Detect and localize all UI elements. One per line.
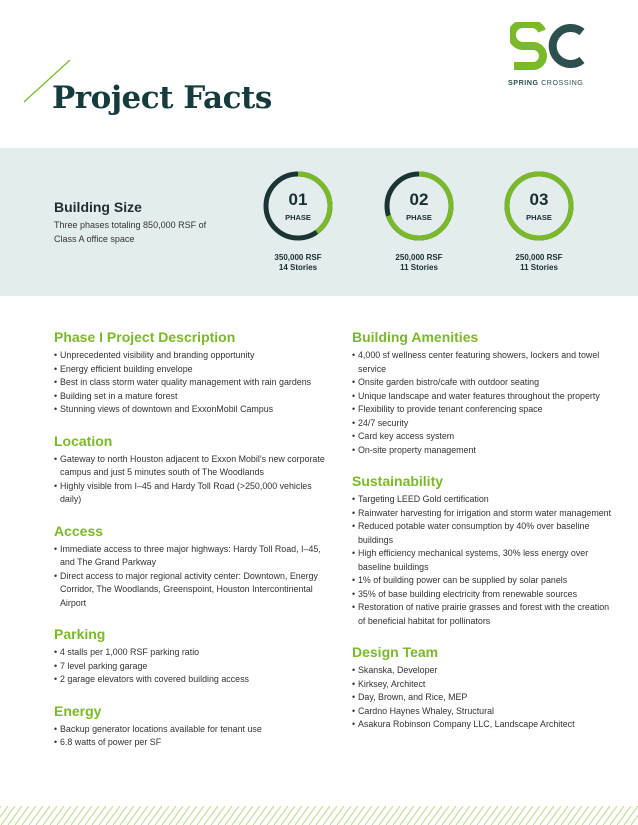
section-title: Phase I Project Description <box>54 329 236 345</box>
design-team-section <box>352 643 612 732</box>
bullet-list <box>54 453 330 507</box>
bullet-list <box>54 646 330 687</box>
bullet-list <box>352 664 612 732</box>
bullet-list <box>352 349 612 457</box>
list-item: • 6.8 watts of power per SF <box>54 736 330 750</box>
list-item: • 35% of base building electricity from renewable sources <box>352 588 612 602</box>
phase-number: 01 <box>288 190 308 209</box>
phase-card <box>359 170 479 273</box>
sustainability-section <box>352 472 612 628</box>
list-item: • Day, Brown, and Rice, MEP <box>352 691 612 705</box>
section-title: Parking <box>54 626 106 642</box>
list-item: • Rainwater harvesting for irrigation and storm water management <box>352 507 612 521</box>
spring-crossing-logo <box>508 22 590 88</box>
list-item: • Energy efficient building envelope <box>54 363 330 377</box>
phase-stories: 11 Stories <box>520 263 558 272</box>
phase-stories: 11 Stories <box>400 263 438 272</box>
list-item: • Unique landscape and water features throughout the property <box>352 390 612 404</box>
bullet-list <box>352 493 612 628</box>
section-title: Design Team <box>352 644 439 660</box>
list-item: • 4 stalls per 1,000 RSF parking ratio <box>54 646 330 660</box>
section-title: Building Amenities <box>352 329 479 345</box>
phase-rsf: 250,000 RSF <box>395 253 443 262</box>
list-item: • Kirksey, Architect <box>352 678 612 692</box>
list-item: • 4,000 sf wellness center featuring showers, lockers and towel service <box>352 349 612 376</box>
list-item: • Reduced potable water consumption by 40% over baseline buildings <box>352 520 612 547</box>
list-item: • Restoration of native prairie grasses and forest with the creation of beneficial habitat for pollinators <box>352 601 612 628</box>
right-column <box>352 328 612 747</box>
list-item: • Unprecedented visibility and branding opportunity <box>54 349 330 363</box>
list-item: • 7 level parking garage <box>54 660 330 674</box>
access-section <box>54 522 330 611</box>
section-title: Access <box>54 522 104 539</box>
phase-label: PHASE <box>406 213 432 222</box>
list-item: • 2 garage elevators with covered building access <box>54 673 330 687</box>
phase-stories: 14 Stories <box>278 263 318 272</box>
list-item: • Flexibility to provide tenant conferencing space <box>352 403 612 417</box>
section-title: Energy <box>54 702 102 719</box>
list-item: • Asakura Robinson Company LLC, Landscape Architect <box>352 718 612 732</box>
section-title: Location <box>54 432 113 449</box>
list-item: • Immediate access to three major highways: Hardy Toll Road, I–45, and The Grand Parkway <box>54 543 330 570</box>
phase-number: 03 <box>529 190 549 209</box>
list-item: • Building set in a mature forest <box>54 390 330 404</box>
list-item: • 1% of building power can be supplied by solar panels <box>352 574 612 588</box>
phase-number: 02 <box>409 190 429 209</box>
building-size-description: Three phases totaling 850,000 RSF of Class A office space <box>54 220 207 244</box>
list-item: • High efficiency mechanical systems, 30% less energy over baseline buildings <box>352 547 612 574</box>
section-title: Sustainability <box>352 473 444 489</box>
list-item: • Gateway to north Houston adjacent to Exxon Mobil’s new corporate campus and just 5 minutes south of The Woodlands <box>54 453 330 480</box>
location-section <box>54 432 330 507</box>
list-item: • Direct access to major regional activity center: Downtown, Energy Corridor, The Woodlands, Greenspoint, Houston Intercontinental Airport <box>54 570 330 611</box>
phase-card <box>238 170 358 273</box>
phase-rsf: 350,000 RSF <box>274 253 322 262</box>
list-item: • Highly visible from I–45 and Hardy Toll Road (>250,000 vehicles daily) <box>54 480 330 507</box>
parking-section <box>54 625 330 687</box>
phase-label: PHASE <box>526 213 552 222</box>
building-size-title: Building Size <box>54 199 142 215</box>
phase-rsf: 250,000 RSF <box>515 253 563 262</box>
list-item: • Best in class storm water quality management with rain gardens <box>54 376 330 390</box>
phase-card <box>479 170 599 273</box>
list-item: • Skanska, Developer <box>352 664 612 678</box>
bullet-list <box>54 723 330 750</box>
list-item: • Card key access system <box>352 430 612 444</box>
list-item: • Cardno Haynes Whaley, Structural <box>352 705 612 719</box>
list-item: • Stunning views of downtown and ExxonMobil Campus <box>54 403 330 417</box>
building-size-band <box>0 148 638 296</box>
footer-hatch-pattern <box>0 806 638 825</box>
left-column <box>54 328 330 765</box>
page-title: Project Facts <box>52 80 272 116</box>
bullet-list <box>54 543 330 611</box>
list-item: • Onsite garden bistro/cafe with outdoor seating <box>352 376 612 390</box>
logo-wordmark: SPRING CROSSING <box>508 78 584 87</box>
amenities-section <box>352 328 612 457</box>
bullet-list <box>54 349 330 417</box>
phase-label: PHASE <box>285 213 311 222</box>
list-item: • Backup generator locations available for tenant use <box>54 723 330 737</box>
energy-section <box>54 702 330 750</box>
list-item: • Targeting LEED Gold certification <box>352 493 612 507</box>
sc-logo-mark-icon <box>510 22 588 72</box>
list-item: • On-site property management <box>352 444 612 458</box>
list-item: • 24/7 security <box>352 417 612 431</box>
phase1-description-section <box>54 328 330 417</box>
